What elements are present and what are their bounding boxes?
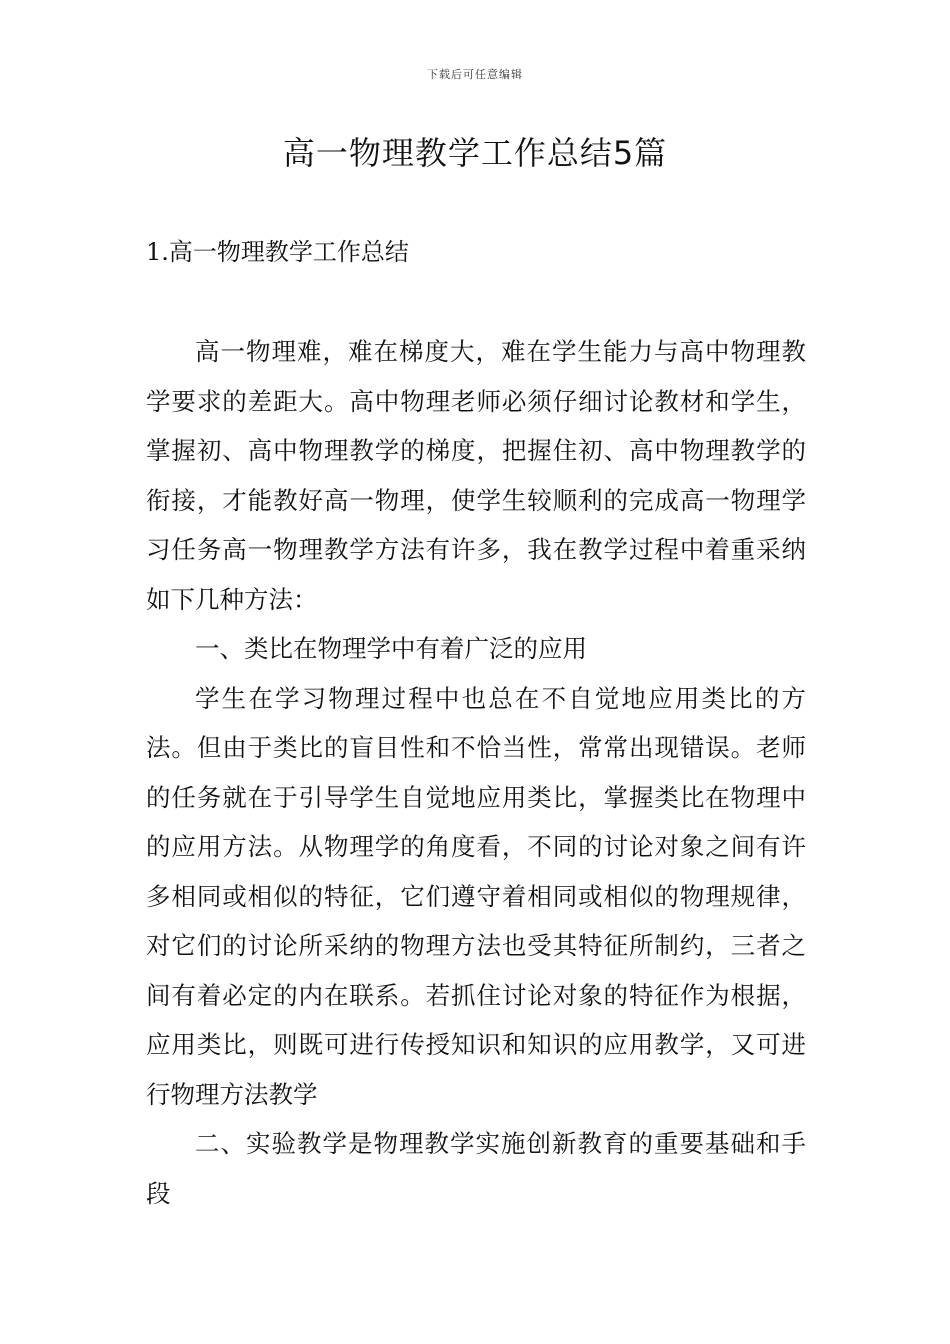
paragraph-intro: 高一物理难，难在梯度大，难在学生能力与高中物理教学要求的差距大。高中物理老师必须仔细讨论教材和学生，掌握初、高中物理教学的梯度，把握住初、高中物理教学的衔接，才能教好高一物理，使学生较顺利的完成高一物理学习任务高一物理教学方法有许多，我在教学过程中着重采纳如下几种方法： xyxy=(146,337,806,614)
document-body xyxy=(146,327,806,1218)
paragraph-subheading-analogy: 一、类比在物理学中有着广泛的应用 xyxy=(195,634,587,663)
document-title: 高一物理教学工作总结5篇 xyxy=(282,134,668,172)
header-note: 下载后可任意编辑 xyxy=(427,68,523,81)
paragraph-subheading-experiment: 二、实验教学是物理教学实施创新教育的重要基础和手段 xyxy=(146,1129,806,1208)
paragraph-analogy: 学生在学习物理过程中也总在不自觉地应用类比的方法。但由于类比的盲目性和不恰当性，常常出现错误。老师的任务就在于引导学生自觉地应用类比，掌握类比在物理中的应用方法。从物理学的角度看，不同的讨论对象之间有许多相同或相似的特征，它们遵守着相同或相似的物理规律，对它们的讨论所采纳的物理方法也受其特征所制约，三者之间有着必定的内在联系。若抓住讨论对象的特征作为根据，应用类比，则既可进行传授知识和知识的应用教学，又可进行物理方法教学 xyxy=(146,683,806,1109)
section-heading: 1.高一物理教学工作总结 xyxy=(146,238,409,266)
